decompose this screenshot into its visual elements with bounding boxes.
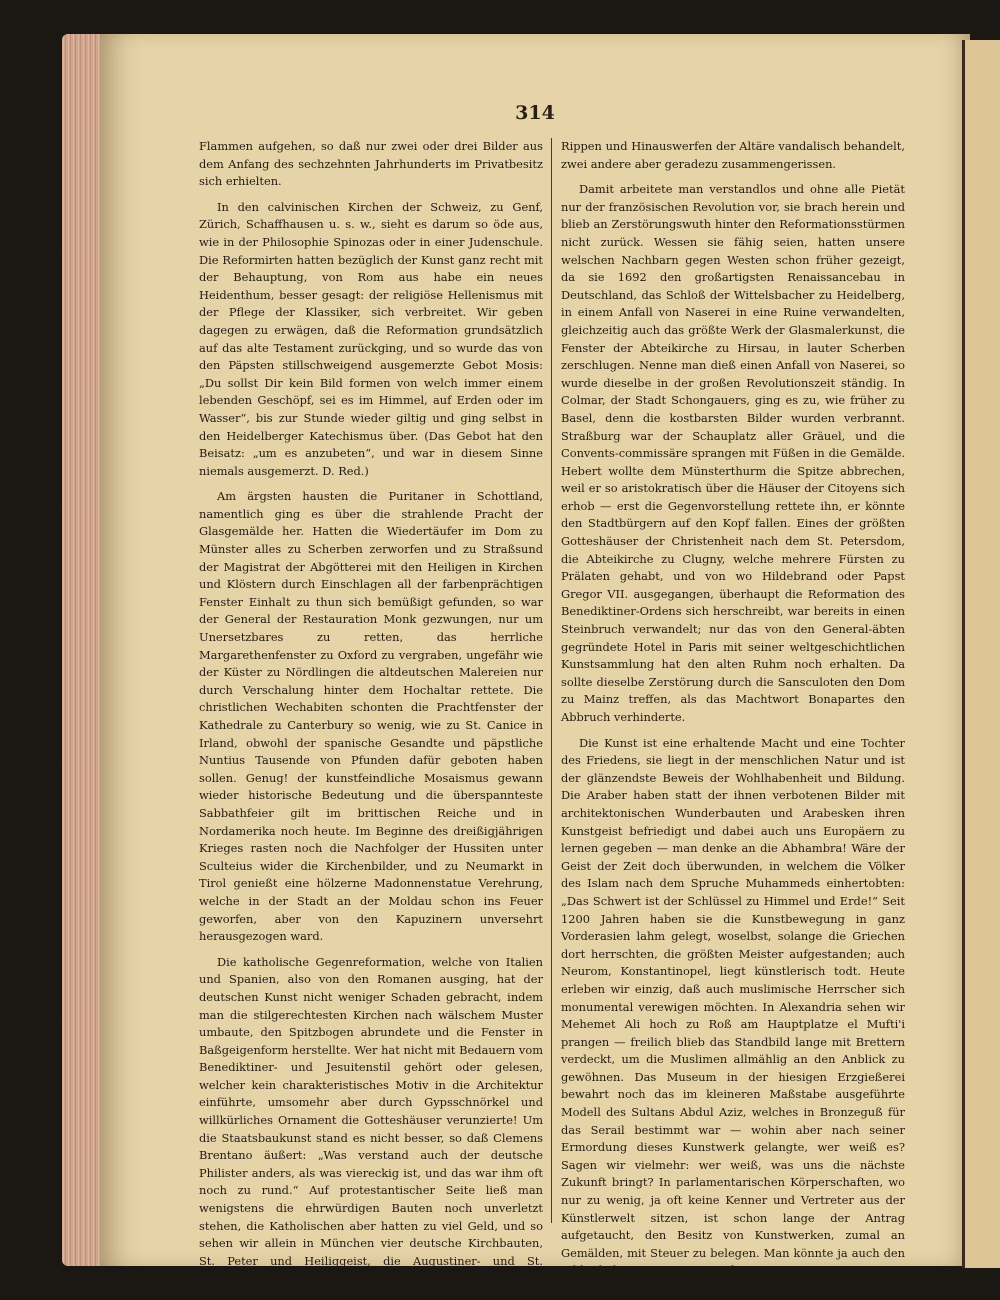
paragraph: Die katholische Gegenreformation, welche von Italien und Spanien, also von den Romanen ausging, hat der deutschen Kunst nicht weniger Schaden gebracht, indem man die stilgerechtesten Kirchen nach wälschem Muster umbaute, den Spitzbogen abrundete und die Fenster in Baßgeigenform herstellte. Wer hat nicht mit Bedauern vom Benediktiner- und Jesuitenstil gehört oder gelesen, welcher kein charakteristisches Motiv in die Architektur einführte, umsomehr aber durch Gypsschnörkel und willkürliches Ornament die Gotteshäuser verunzierte! Um die Staatsbaukunst stand es nicht besser, so daß Clemens Brentano äußert: „Was verstand auch der deutsche Philister anders, als was viereckig ist, und das war ihm oft noch zu rund.“ Auf protestantischer Seite ließ man wenigstens die ehrwürdigen Bauten noch unverletzt stehen, die Katholischen aber hatten zu viel Geld, und so sehen wir allein in München vier deutsche Kirchbauten, St. Peter und Heiliggeist, die Augustiner- und St. Jakobskirche im Anger unter Herabschlagen der: [199, 954, 543, 1286]
paragraph: Am ärgsten hausten die Puritaner in Schottland, namentlich ging es über die strahlende Pracht der Glasgemälde her. Hatten die Wiedertäufer im Dom zu Münster alles zu Scherben zerworfen und zu Straßsund der Magistrat der Abgötterei mit den Heiligen in Kirchen und Klöstern durch Einschlagen all der farbenprächtigen Fenster Einhalt zu thun sich bemüßigt gefunden, so war der General der Restauration Monk gezwungen, nur um Unersetzbares zu retten, das herrliche Margarethenfenster zu Oxford zu vergraben, ungefähr wie der Küster zu Nördlingen die altdeutschen Malereien nur durch Verschalung hinter dem Hochaltar rettete. Die christlichen Wechabiten schonten die Prachtfenster der Kathedrale zu Canterbury so wenig, wie zu St. Canice in Irland, obwohl der spanische Gesandte und päpstliche Nuntius Tausende von Pfunden dafür geboten haben sollen. Genug! der kunstfeindliche Mosaismus gewann wieder historische Bedeutung und die überspannteste Sabbathfeier gilt im brittischen Reiche und in Nordamerika noch heute. Im Beginne des dreißigjährigen Krieges rasten noch die Nachfolger der Hussiten unter Sculteius wider die Kirchenbilder, und zu Neumarkt in Tirol genießt eine hölzerne Madonnenstatue Verehrung, welche in der Stadt an der Moldau schon ins Feuer geworfen, aber von den Kapuzinern unversehrt herausgezogen ward.: [199, 489, 543, 944]
paragraph: Flammen aufgehen, so daß nur zwei oder drei Bilder aus dem Anfang des sechzehnten Jahrhunderts im Privatbesitz sich erhielten.: [199, 139, 543, 189]
paragraph: In den calvinischen Kirchen der Schweiz, zu Genf, Zürich, Schaffhausen u. s. w., sieht es darum so öde aus, wie in der Philosophie Spinozas oder in einer Judenschule. Die Reformirten hatten bezüglich der Kunst ganz recht mit der Behauptung, von Rom aus habe ein neues Heidenthum, besser gesagt: der religiöse Hellenismus mit der Pflege der Klassiker, sich verbreitet. Wir geben dagegen zu erwägen, daß die Reformation grundsätzlich auf das alte Testament zurückging, und so wurde das von den Päpsten stillschweigend ausgemerzte Gebot Mosis: „Du sollst Dir kein Bild formen von welch immer einem lebenden Geschöpf, sei es im Himmel, auf Erden oder im Wasser“, bis zur Stunde wieder giltig und ging selbst in den Heidelberger Katechismus über. (Das Gebot hat den Beisatz: „um es anzubeten“, und war in diesem Sinne niemals ausgemerzt. D. Red.): [199, 199, 543, 478]
book-page: [100, 34, 970, 1286]
adjacent-page-edge: [962, 40, 1000, 1268]
paragraph: Rippen und Hinauswerfen der Altäre vandalisch behandelt, zwei andere aber geradezu zusammengerissen.: [561, 139, 905, 171]
paragraph: Damit arbeitete man verstandlos und ohne alle Pietät nur der französischen Revolution vor, sie brach herein und blieb an Zerstörungswuth hinter den Reformationsstürmen nicht zurück. Wessen sie fähig seien, hatten unsere welschen Nachbarn gegen Westen schon früher gezeigt, da sie 1692 den großartigsten Renaissancebau in Deutschland, das Schloß der Wittelsbacher zu Heidelberg, in einem Anfall von Naserei in eine Ruine verwandelten, gleichzeitig auch das größte Werk der Glasmalerkunst, die Fenster der Abteikirche zu Hirsau, in lauter Scherben zerschlugen. Nenne man dieß einen Anfall von Naserei, so wurde dieselbe in der großen Revolutionszeit ständig. In Colmar, der Stadt Schongauers, ging es zu, wie früher zu Basel, denn die kostbarsten Bilder wurden verbrannt. Straßburg war der Schauplatz aller Gräuel, und die Convents-commissäre sprangen mit Füßen in die Gemälde. Hebert wollte dem Münsterthurm die Spitze abbrechen, weil er so aristokratisch über die Häuser der Citoyens sich erhob — erst die Gegenvorstellung rettete ihn, er könnte den Stadtbürgern auf den Kopf fallen. Eines der größten Gotteshäuser der Christenheit nach dem St. Petersdom, die Abteikirche zu Clugny, welche mehrere Fürsten zu Prälaten gehabt, und von wo Hildebrand oder Papst Gregor VII. ausgegangen, überhaupt die Reformation des Benediktiner-Ordens sich herschreibt, war bereits in einen Steinbruch verwandelt; nur das von den General-äbten gegründete Hotel in Paris mit seiner weltgeschichtlichen Kunstsammlung hat den alten Ruhm noch erhalten. Da sollte dieselbe Zerstörung durch die Sansculoten den Dom zu Mainz treffen, als das Machtwort Bonapartes den Abbruch verhinderte.: [561, 182, 905, 724]
left-text-column: [199, 138, 543, 1296]
page-number: 314: [515, 102, 555, 124]
column-divider: [551, 138, 552, 1223]
right-text-column: [561, 138, 905, 1288]
paragraph: Die Kunst ist eine erhaltende Macht und eine Tochter des Friedens, sie liegt in der menschlichen Natur und ist der glänzendste Beweis der Wohlhabenheit und Bildung. Die Araber haben statt der ihnen verbotenen Bilder mit architektonischen Wunderbauten und Arabesken ihren Kunstgeist befriedigt und dabei auch uns Europäern zu lernen gegeben — man denke an die Abhambra! Wäre der Geist der Zeit doch überwunden, in welchem die Völker des Islam nach dem Spruche Muhammeds einhertobten: „Das Schwert ist der Schlüssel zu Himmel und Erde!“ Seit 1200 Jahren haben sie die Kunstbewegung in ganz Vorderasien lahm gelegt, woselbst, solange die Griechen dort herrschten, die größten Meister aufgestanden; auch Neurom, Konstantinopel, liegt künstlerisch todt. Heute erleben wir einzig, daß auch muslimische Herrscher sich monumental verewigen möchten. In Alexandria sehen wir Mehemet Ali hoch zu Roß am Hauptplatze el Mufti'i prangen — freilich blieb das Standbild lange mit Brettern verdeckt, um die Muslimen allmählig an den Anblick zu gewöhnen. Das Museum in der hiesigen Erzgießerei bewahrt noch das im kleineren Maßstabe ausgeführte Modell des Sultans Abdul Aziz, welches in Bronzeguß für das Serail bestimmt war — wohin aber nach seiner Ermordung dieses Kunstwerk gelangte, wer weiß es? Sagen wir vielmehr: wer weiß, was uns die nächste Zukunft bringt? In parlamentarischen Körperschaften, wo nur zu wenig, ja oft keine Kenner und Vertreter aus der Künstlerwelt sitzen, ist schon lange der Antrag aufgetaucht, den Besitz von Kunstwerken, zumal an Gemälden, mit Steuer zu belegen. Man könnte ja auch den Bibliothek-Besitzern zur Strafe: [561, 735, 905, 1278]
